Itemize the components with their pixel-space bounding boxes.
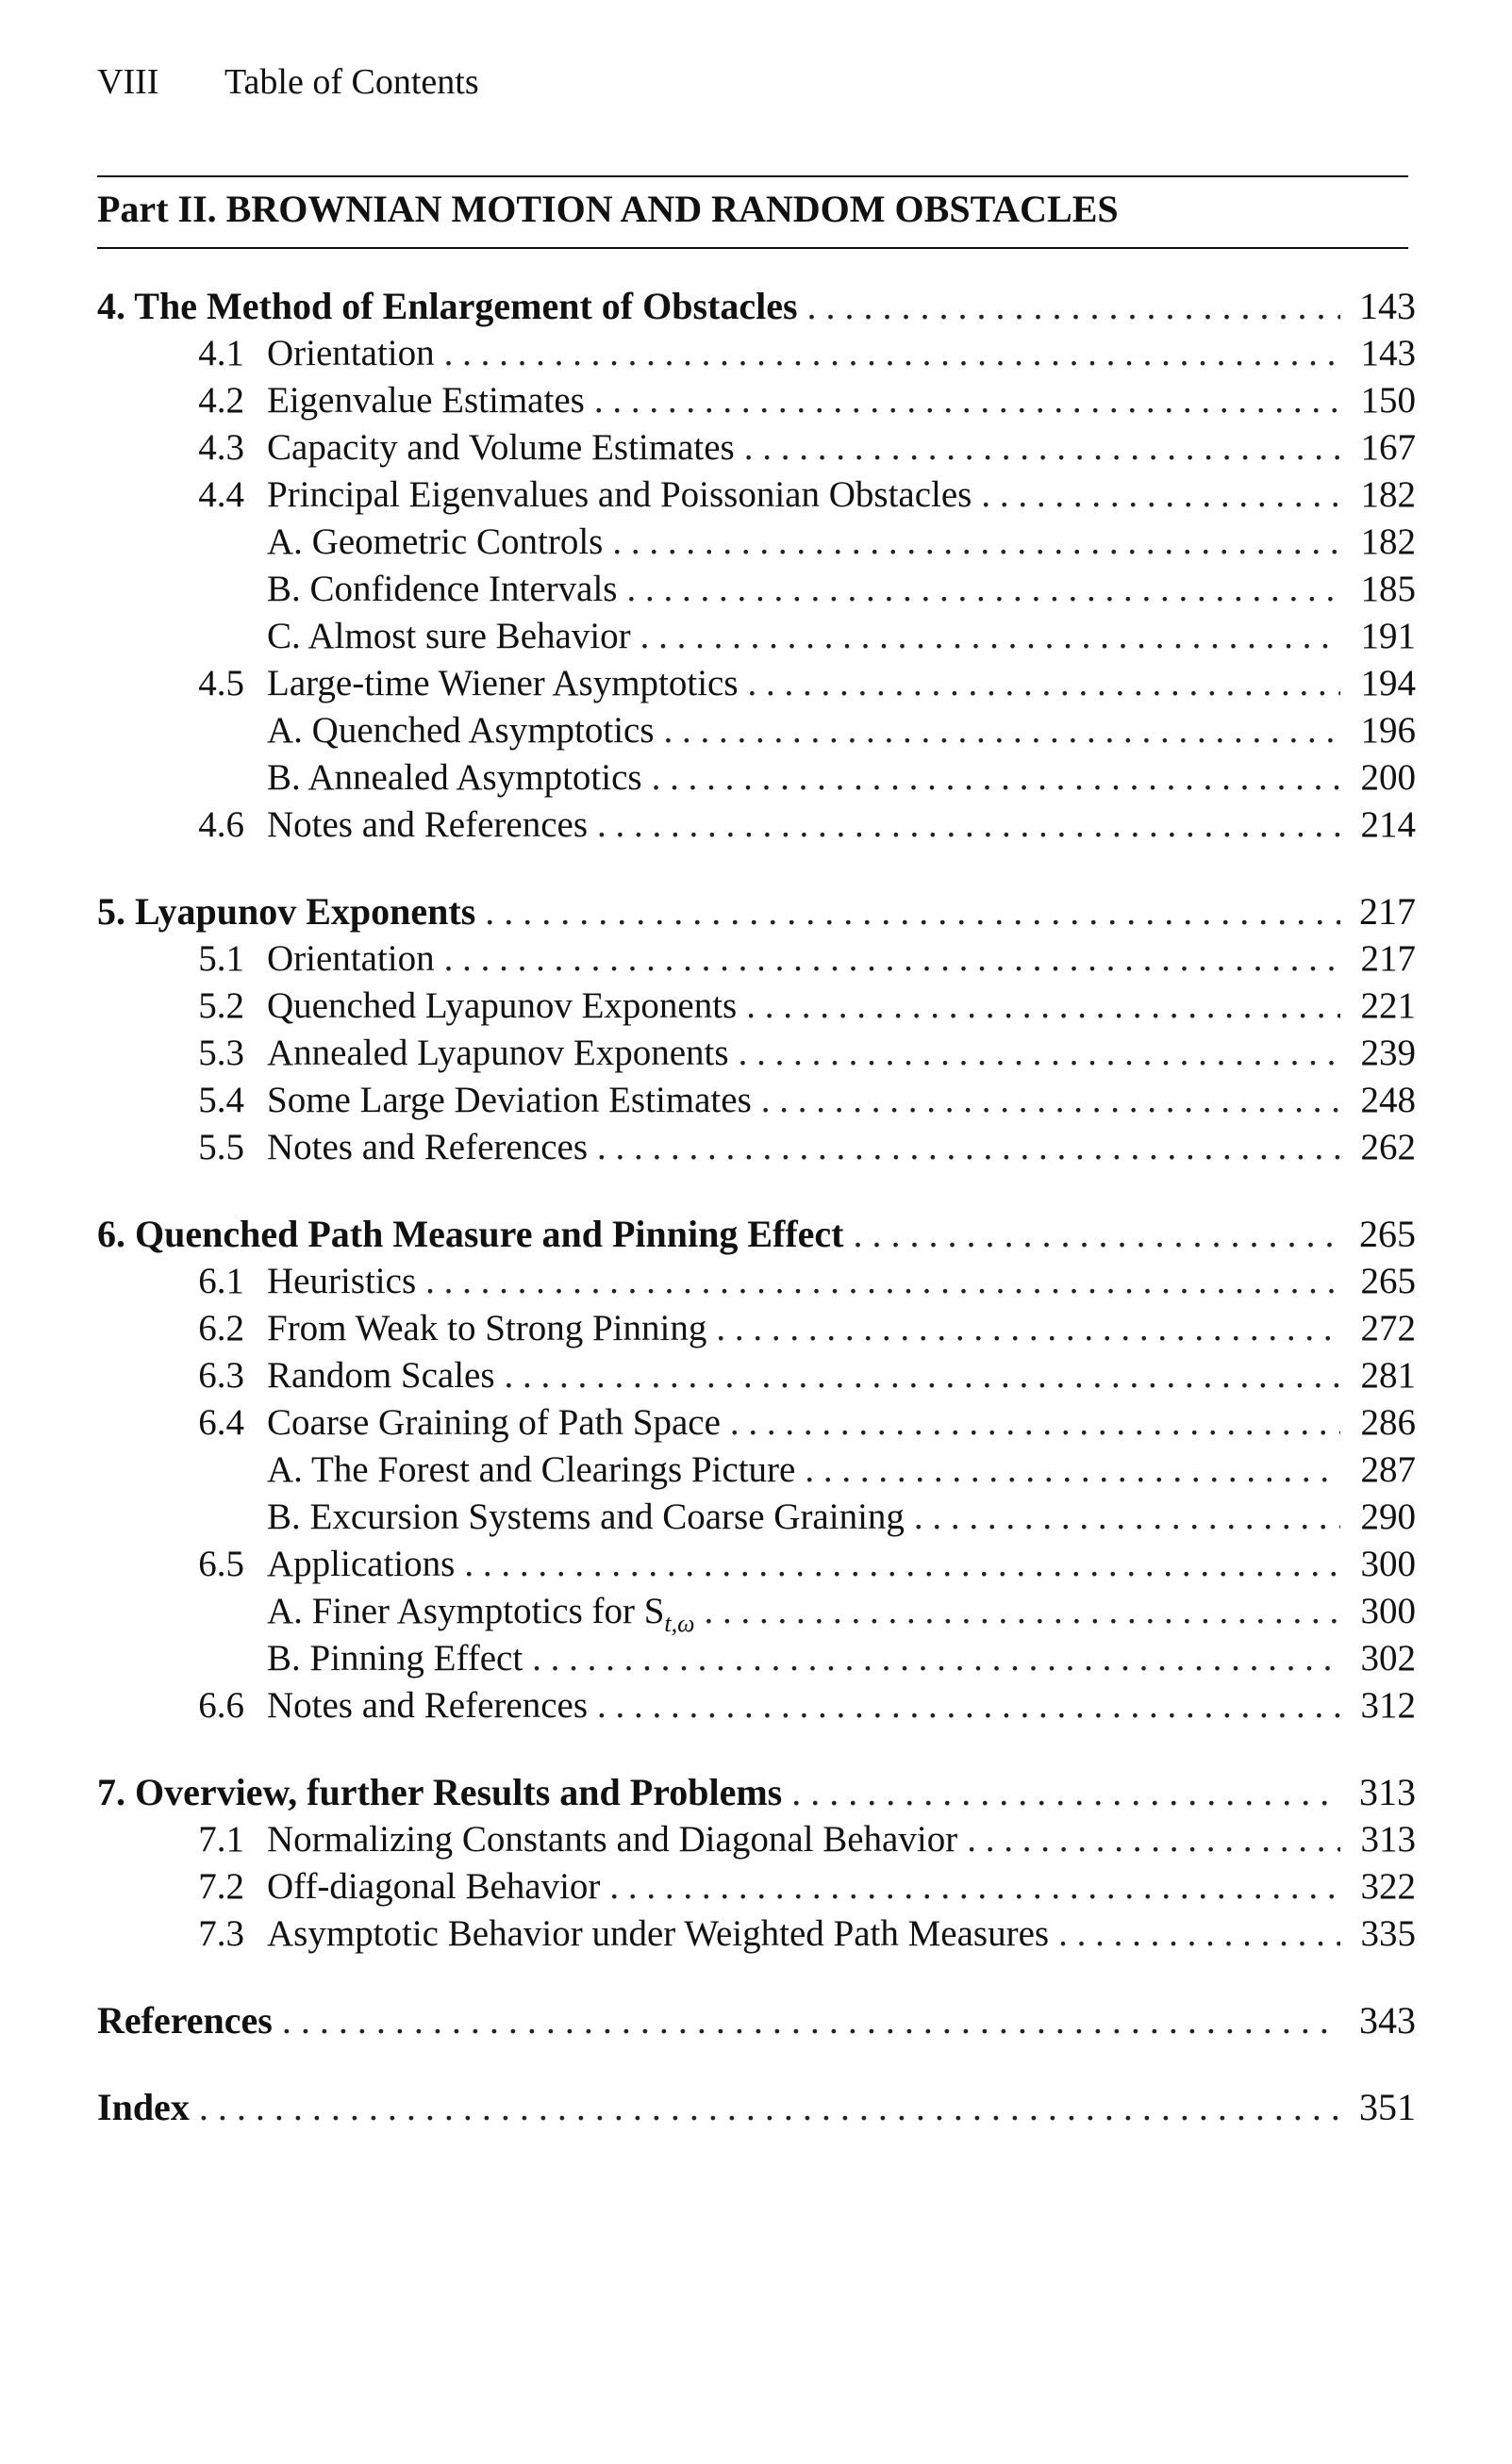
entry-title	[267, 707, 655, 754]
entry-page-number: 167	[1360, 427, 1416, 468]
dot-leader	[1058, 1910, 1340, 1958]
section-number: 4.2	[198, 380, 244, 421]
entry-title	[267, 1352, 495, 1399]
dot-leader	[854, 1211, 1340, 1258]
dot-leader	[609, 1863, 1340, 1910]
toc-chapter-entry	[97, 888, 1416, 935]
entry-page-number: 313	[1359, 1771, 1416, 1813]
section-number: 4.6	[198, 804, 244, 845]
dot-leader	[282, 1997, 1340, 2044]
dot-leader	[444, 935, 1340, 983]
entry-title-text: From Weak to Strong Pinning	[267, 1308, 707, 1348]
entry-page-number: 300	[1360, 1544, 1416, 1584]
entry-title	[267, 519, 603, 566]
toc-subsection-entry	[97, 754, 1416, 802]
toc-subsection-entry	[97, 613, 1416, 660]
entry-page-number: 248	[1360, 1080, 1416, 1120]
toc-subsection-entry	[97, 1447, 1416, 1494]
entry-title	[97, 283, 798, 330]
dot-leader	[626, 566, 1340, 613]
toc-section-entry	[97, 1541, 1416, 1588]
entry-page-number: 150	[1360, 380, 1416, 421]
toc-section-entry	[97, 1910, 1416, 1958]
toc-section-entry	[97, 1258, 1416, 1305]
toc-section-entry	[97, 1399, 1416, 1447]
part-rule	[97, 247, 1408, 249]
entry-title-text: B. Excursion Systems and Coarse Graining	[267, 1497, 905, 1537]
entry-title-text: A. Geometric Controls	[267, 521, 604, 562]
entry-title-text: Quenched Lyapunov Exponents	[267, 985, 738, 1026]
entry-title	[267, 660, 739, 707]
dot-leader	[744, 424, 1340, 471]
entry-page-number: 265	[1359, 1213, 1416, 1255]
section-number: 5.3	[198, 1033, 244, 1073]
entry-title	[267, 1258, 416, 1305]
dot-leader	[594, 377, 1340, 424]
dot-leader	[739, 1030, 1340, 1077]
toc-section-entry	[97, 1077, 1416, 1124]
dot-leader	[791, 1769, 1340, 1816]
entry-title	[267, 983, 737, 1030]
entry-title	[267, 330, 435, 377]
entry-title-text: 5. Lyapunov Exponents	[97, 890, 476, 933]
entry-title-text: 6. Quenched Path Measure and Pinning Effect	[97, 1213, 844, 1255]
toc-section-entry	[97, 377, 1416, 424]
dot-leader	[664, 707, 1340, 754]
dot-leader	[981, 471, 1340, 519]
toc-chapter-entry	[97, 1997, 1416, 2044]
entry-title-text: Random Scales	[267, 1355, 495, 1396]
section-number: 7.3	[198, 1913, 244, 1954]
entry-page-number: 196	[1360, 710, 1416, 751]
dot-leader	[746, 983, 1340, 1030]
entry-page-number: 272	[1360, 1308, 1416, 1348]
entry-title	[267, 1863, 600, 1910]
toc-subsection-entry	[97, 1635, 1416, 1682]
entry-title	[267, 1635, 523, 1682]
entry-page-number: 214	[1360, 804, 1416, 845]
toc-section-entry	[97, 424, 1416, 471]
dot-leader	[914, 1494, 1340, 1541]
toc-section-entry	[97, 471, 1416, 519]
entry-title-text: Heuristics	[267, 1261, 417, 1301]
entry-title-text: Coarse Graining of Path Space	[267, 1402, 721, 1443]
dot-leader	[597, 1682, 1340, 1729]
entry-title	[97, 1211, 844, 1258]
dot-leader	[807, 283, 1340, 330]
toc-section-entry	[97, 935, 1416, 983]
running-title: Table of Contents	[224, 62, 479, 102]
entry-page-number: 262	[1360, 1127, 1416, 1167]
entry-page-number: 286	[1360, 1402, 1416, 1443]
entry-page-number: 191	[1360, 616, 1416, 656]
section-number: 6.3	[198, 1355, 244, 1396]
section-number: 5.2	[198, 985, 244, 1026]
entry-title	[267, 1077, 752, 1124]
dot-leader	[705, 1588, 1340, 1635]
entry-title-text: Principal Eigenvalues and Poissonian Obstacles	[267, 474, 972, 515]
entry-title-text: Off-diagonal Behavior	[267, 1866, 601, 1907]
entry-title-text: 4. The Method of Enlargement of Obstacles	[97, 285, 798, 327]
entry-page-number: 143	[1359, 285, 1416, 327]
entry-title-text: Capacity and Volume Estimates	[267, 427, 735, 468]
entry-page-number: 302	[1360, 1638, 1416, 1678]
toc-section-entry	[97, 660, 1416, 707]
entry-page-number: 217	[1360, 938, 1416, 979]
toc-chapter-entry	[97, 1769, 1416, 1816]
top-rule	[97, 175, 1408, 177]
dot-leader	[444, 330, 1340, 377]
entry-page-number: 217	[1359, 890, 1416, 933]
entry-page-number: 287	[1360, 1449, 1416, 1490]
entry-title-text: A. Quenched Asymptotics	[267, 710, 655, 751]
entry-title-text: C. Almost sure Behavior	[267, 616, 631, 656]
dot-leader	[805, 1447, 1340, 1494]
toc-section-entry	[97, 1352, 1416, 1399]
toc-chapter-entry	[97, 1211, 1416, 1258]
entry-page-number: 143	[1360, 333, 1416, 373]
entry-title-text: Annealed Lyapunov Exponents	[267, 1033, 729, 1073]
entry-title	[267, 1494, 905, 1541]
entry-title-text: A. Finer Asymptotics for S	[267, 1591, 665, 1631]
dot-leader	[640, 613, 1340, 660]
entry-page-number: 265	[1360, 1261, 1416, 1301]
toc-section-entry	[97, 1124, 1416, 1171]
entry-title-text: Notes and References	[267, 1685, 589, 1726]
entry-title	[97, 1997, 273, 2044]
entry-title-text: Applications	[267, 1544, 456, 1584]
entry-title-text: Orientation	[267, 333, 435, 373]
toc-section-entry	[97, 1030, 1416, 1077]
entry-title	[267, 1816, 957, 1863]
toc-chapter-entry	[97, 2084, 1416, 2131]
entry-page-number: 182	[1360, 474, 1416, 515]
entry-title	[97, 1769, 782, 1816]
dot-leader	[652, 754, 1340, 802]
entry-title-text: Notes and References	[267, 1127, 589, 1167]
entry-title-text: Large-time Wiener Asymptotics	[267, 663, 739, 703]
toc-section-entry	[97, 1305, 1416, 1352]
entry-page-number: 221	[1360, 985, 1416, 1026]
entry-page-number: 343	[1359, 1999, 1416, 2042]
entry-title	[267, 802, 588, 849]
entry-title-text: B. Pinning Effect	[267, 1638, 523, 1678]
dot-leader	[199, 2084, 1340, 2131]
entry-title-text: B. Annealed Asymptotics	[267, 757, 642, 798]
entry-page-number: 300	[1360, 1591, 1416, 1631]
entry-title-text: Some Large Deviation Estimates	[267, 1080, 752, 1120]
entry-page-number: 335	[1360, 1913, 1416, 1954]
entry-title-text: Eigenvalue Estimates	[267, 380, 585, 421]
entry-title	[267, 1305, 706, 1352]
math-subscript: t,ω	[664, 1609, 695, 1637]
entry-title	[267, 1124, 588, 1171]
toc-section-entry	[97, 1863, 1416, 1910]
section-number: 6.4	[198, 1402, 244, 1443]
entry-page-number: 281	[1360, 1355, 1416, 1396]
toc-subsection-entry	[97, 707, 1416, 754]
entry-title-text: Index	[97, 2086, 190, 2128]
dot-leader	[464, 1541, 1340, 1588]
entry-page-number: 351	[1359, 2086, 1416, 2128]
section-number: 4.5	[198, 663, 244, 703]
entry-title	[267, 1682, 588, 1729]
dot-leader	[612, 519, 1340, 566]
dot-leader	[597, 802, 1340, 849]
entry-page-number: 239	[1360, 1033, 1416, 1073]
entry-title-text: A. The Forest and Clearings Picture	[267, 1449, 796, 1490]
section-number: 7.1	[198, 1819, 244, 1860]
entry-title	[267, 935, 435, 983]
section-number: 6.5	[198, 1544, 244, 1584]
entry-title	[267, 613, 631, 660]
dot-leader	[485, 888, 1340, 935]
entry-title	[267, 1541, 455, 1588]
entry-title	[267, 566, 617, 613]
entry-title-text: Notes and References	[267, 804, 589, 845]
dot-leader	[425, 1258, 1340, 1305]
entry-title	[267, 471, 972, 519]
entry-page-number: 200	[1360, 757, 1416, 798]
entry-page-number: 290	[1360, 1497, 1416, 1537]
dot-leader	[967, 1816, 1340, 1863]
entry-title	[267, 377, 585, 424]
entry-title	[267, 1447, 795, 1494]
toc-subsection-entry	[97, 566, 1416, 613]
section-number: 4.3	[198, 427, 244, 468]
entry-title-text: Normalizing Constants and Diagonal Behavior	[267, 1819, 958, 1860]
entry-title	[267, 754, 642, 802]
entry-title-text: Asymptotic Behavior under Weighted Path Measures	[267, 1913, 1050, 1954]
toc-section-entry	[97, 983, 1416, 1030]
section-number: 5.4	[198, 1080, 244, 1120]
section-number: 6.2	[198, 1308, 244, 1348]
dot-leader	[597, 1124, 1340, 1171]
toc-subsection-entry	[97, 1494, 1416, 1541]
toc-section-entry	[97, 802, 1416, 849]
toc-subsection-entry	[97, 519, 1416, 566]
toc-chapter-entry	[97, 283, 1416, 330]
entry-title	[267, 424, 735, 471]
entry-title	[97, 888, 475, 935]
entry-page-number: 312	[1360, 1685, 1416, 1726]
entry-title	[267, 1399, 721, 1447]
dot-leader	[505, 1352, 1340, 1399]
entry-title-text: 7. Overview, further Results and Problems	[97, 1771, 783, 1813]
dot-leader	[730, 1399, 1340, 1447]
section-number: 4.1	[198, 333, 244, 373]
section-number: 7.2	[198, 1866, 244, 1907]
entry-title-text: Orientation	[267, 938, 435, 979]
entry-page-number: 194	[1360, 663, 1416, 703]
section-number: 4.4	[198, 474, 244, 515]
part-title: Part II. BROWNIAN MOTION AND RANDOM OBSTACLES	[97, 188, 1119, 230]
entry-title-text: References	[97, 1999, 273, 2042]
dot-leader	[761, 1077, 1340, 1124]
entry-title-text: B. Confidence Intervals	[267, 569, 618, 609]
section-number: 6.1	[198, 1261, 244, 1301]
entry-page-number: 322	[1360, 1866, 1416, 1907]
entry-title	[267, 1030, 729, 1077]
section-number: 6.6	[198, 1685, 244, 1726]
entry-title	[97, 2084, 190, 2131]
entry-page-number: 185	[1360, 569, 1416, 609]
entry-page-number: 182	[1360, 521, 1416, 562]
dot-leader	[532, 1635, 1340, 1682]
dot-leader	[716, 1305, 1340, 1352]
entry-title	[267, 1910, 1049, 1958]
section-number: 5.5	[198, 1127, 244, 1167]
page-number: VIII	[97, 62, 159, 102]
section-number: 5.1	[198, 938, 244, 979]
toc-section-entry	[97, 1816, 1416, 1863]
toc-section-entry	[97, 1682, 1416, 1729]
dot-leader	[748, 660, 1340, 707]
toc-section-entry	[97, 330, 1416, 377]
entry-page-number: 313	[1360, 1819, 1416, 1860]
running-head	[97, 60, 479, 104]
